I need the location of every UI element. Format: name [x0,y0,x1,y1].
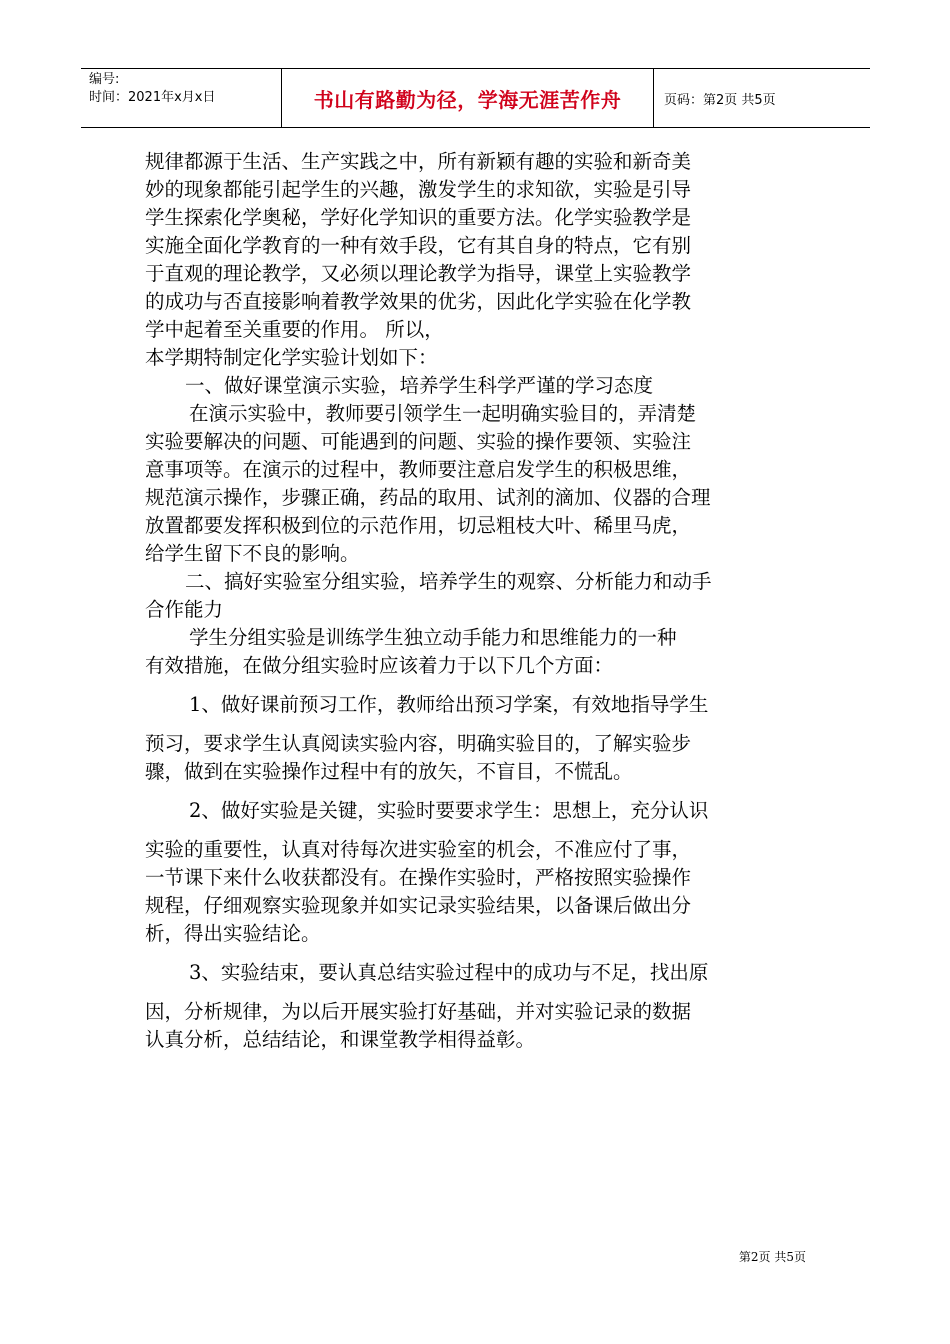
text-line: 的成功与否直接影响着教学效果的优劣，因此化学实验在化学教 [145,290,692,313]
text-line: 合作能力 [145,598,224,621]
header-motto: 书山有路勤为径，学海无涯苦作舟 [282,69,654,127]
text-line: 实施全面化学教育的一种有效手段，它有其自身的特点，它有别 [145,234,692,257]
text-line: 意事项等。在演示的过程中，教师要注意启发学生的积极思维， [145,458,692,481]
header-page-number: 页码：第2页 共5页 [664,92,776,108]
text-line: 于直观的理论教学，又必须以理论教学为指导，课堂上实验教学 [145,262,692,285]
text-line: 妙的现象都能引起学生的兴趣，激发学生的求知欲，实验是引导 [145,178,692,201]
header-meta [81,69,282,127]
text-line: 放置都要发挥积极到位的示范作用，切忌粗枝大叶、稀里马虎， [145,514,692,537]
text-line: 一节课下来什么收获都没有。在操作实验时，严格按照实验操作 [145,866,692,889]
text-line: 析，得出实验结论。 [145,922,321,945]
page-header [81,68,870,128]
text-line: 实验要解决的问题、可能遇到的问题、实验的操作要领、实验注 [145,430,692,453]
text-line: 规程，仔细观察实验现象并如实记录实验结果，以备课后做出分 [145,894,692,917]
section-heading: 一、做好课堂演示实验，培养学生科学严谨的学习态度 [185,374,654,397]
document-body [145,148,810,1054]
text-line: 本学期特制定化学实验计划如下： [145,346,438,369]
text-line: 有效措施，在做分组实验时应该着力于以下几个方面： [145,654,614,677]
text-line: 给学生留下不良的影响。 [145,542,360,565]
text-line: 认真分析，总结结论，和课堂教学相得益彰。 [145,1028,536,1051]
document-number-label: 编号: [89,72,120,87]
text-line: 骤，做到在实验操作过程中有的放矢，不盲目，不慌乱。 [145,760,633,783]
text-line: 预习，要求学生认真阅读实验内容，明确实验目的，了解实验步 [145,732,692,755]
text-line: 因，分析规律，为以后开展实验打好基础，并对实验记录的数据 [145,1000,692,1023]
list-item: 3、实验结束，要认真总结实验过程中的成功与不足，找出原 [189,961,709,984]
list-item: 2、做好实验是关键，实验时要要求学生：思想上，充分认识 [189,799,709,822]
text-line: 学生探索化学奥秘，学好化学知识的重要方法。化学实验教学是 [145,206,692,229]
text-line: 在演示实验中，教师要引领学生一起明确实验目的，弄清楚 [189,402,697,425]
text-line: 学中起着至关重要的作用。 所以， [145,318,444,341]
page-footer: 第2页 共5页 [738,1250,806,1264]
document-time-label: 时间：2021年x月x日 [89,90,216,105]
list-item: 1、做好课前预习工作，教师给出预习学案，有效地指导学生 [189,693,709,716]
text-line: 实验的重要性，认真对待每次进实验室的机会，不准应付了事， [145,838,692,861]
text-line: 规范演示操作，步骤正确，药品的取用、试剂的滴加、仪器的合理 [145,486,711,509]
section-heading: 二、搞好实验室分组实验，培养学生的观察、分析能力和动手 [185,570,712,593]
text-line: 学生分组实验是训练学生独立动手能力和思维能力的一种 [189,626,677,649]
text-line: 规律都源于生活、生产实践之中，所有新颖有趣的实验和新奇美 [145,150,692,173]
